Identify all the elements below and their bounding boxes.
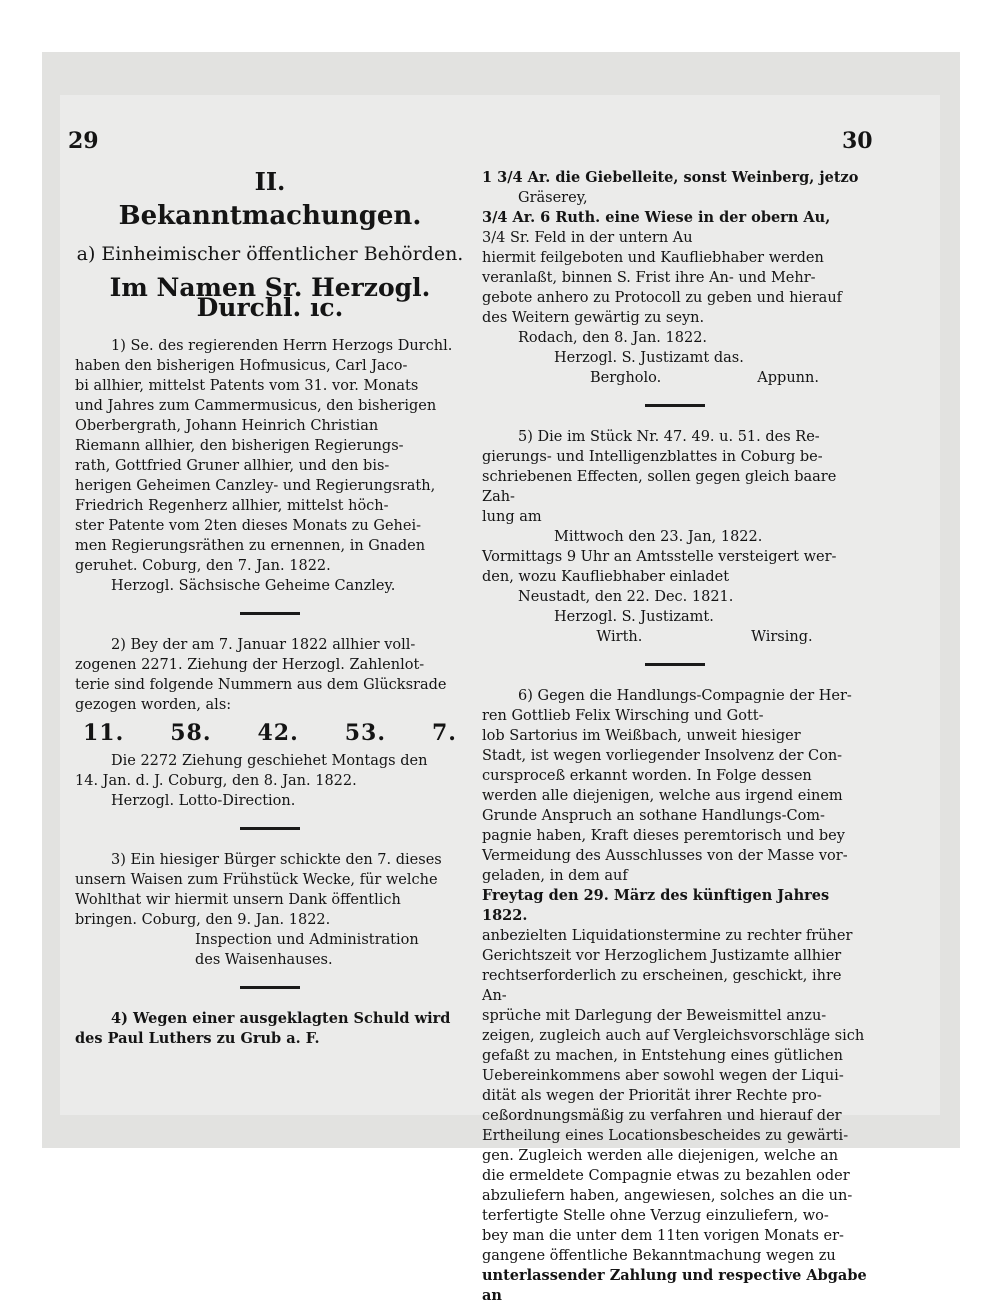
- section-number: II.: [254, 167, 286, 196]
- notice-1-line: Riemann allhier, den bisherigen Regierungs-: [75, 438, 404, 454]
- signature-name: Wirth.: [596, 629, 643, 645]
- notice-6-line: pagnie haben, Kraft dieses peremtorisch und bey: [482, 828, 845, 844]
- notice-6-line: gen. Zugleich werden alle diejenigen, welche an: [482, 1148, 839, 1164]
- notice-6-line: unterlassender Zahlung und respective Abgabe an: [482, 1267, 867, 1304]
- notice-6: [482, 686, 867, 1306]
- notice-6-line: die ermeldete Compagnie etwas zu bezahlen oder: [482, 1168, 850, 1184]
- notice-heading: Im Namen Sr. Herzogl. Durchl. ıc.: [109, 273, 431, 322]
- notice-6-line: Stadt, ist wegen vorliegender Insolvenz der Con-: [482, 748, 843, 764]
- notice-4-line: 4) Wegen einer ausgeklagten Schuld wird: [111, 1010, 451, 1027]
- notice-5: [482, 427, 867, 647]
- notice-5-line: Vormittags 9 Uhr an Amtsstelle versteigert wer-: [482, 549, 837, 565]
- notice-6-line: 6) Gegen die Handlungs-Compagnie der Her-: [518, 688, 852, 704]
- notice-6-line: gefaßt zu machen, in Entstehung eines gütlichen: [482, 1048, 843, 1064]
- signature-name: Appunn.: [757, 370, 819, 386]
- divider: [240, 827, 300, 830]
- notice-3-line: unsern Waisen zum Frühstück Wecke, für welche: [75, 872, 438, 888]
- divider: [240, 986, 300, 989]
- divider: [645, 663, 705, 666]
- continuation-line: gebote anhero zu Protocoll zu geben und hierauf: [482, 290, 843, 306]
- notice-6-line: zeigen, zugleich auch auf Vergleichsvorschläge sich: [482, 1028, 865, 1044]
- continuation-line: 1 3/4 Ar. die Giebelleite, sonst Weinberg, jetzo: [482, 169, 859, 186]
- page-number-right: 30: [842, 128, 873, 154]
- notice-5-date: Mittwoch den 23. Jan, 1822.: [554, 529, 763, 545]
- notice-3-line: 3) Ein hiesiger Bürger schickte den 7. dieses: [111, 852, 442, 868]
- notice-1-line: haben den bisherigen Hofmusicus, Carl Jaco-: [75, 358, 408, 374]
- divider: [240, 612, 300, 615]
- notice-6-line: geladen, in dem auf: [482, 868, 628, 884]
- notice-1-line: men Regierungsräthen zu ernennen, in Gnaden: [75, 538, 426, 554]
- notice-1-line: Friedrich Regenherz allhier, mittelst höch-: [75, 498, 389, 514]
- notice-5-line: den, wozu Kaufliebhaber einladet: [482, 569, 730, 585]
- section-subtitle: a) Einheimischer öffentlicher Behörden.: [76, 243, 464, 265]
- notice-6-line: Gerichtszeit vor Herzoglichem Justizamte allhier: [482, 948, 842, 964]
- notice-5-line: 5) Die im Stück Nr. 47. 49. u. 51. des Re-: [518, 429, 820, 445]
- notice-6-line: Ertheilung eines Locationsbescheides zu gewärti-: [482, 1128, 849, 1144]
- notice-6-line: lob Sartorius im Weißbach, unweit hiesiger: [482, 728, 801, 744]
- divider: [645, 404, 705, 407]
- continuation-line: hiermit feilgeboten und Kaufliebhaber werden: [482, 250, 824, 266]
- notice-6-line: werden alle diejenigen, welche aus irgend einem: [482, 788, 843, 804]
- notice-4-line: des Paul Luthers zu Grub a. F.: [75, 1030, 320, 1047]
- continuation-place: Rodach, den 8. Jan. 1822.: [518, 330, 708, 346]
- notice-4: [75, 1009, 465, 1049]
- notice-6-line: terfertigte Stelle ohne Verzug einzuliefern, wo-: [482, 1208, 829, 1224]
- notice-3-line: bringen. Coburg, den 9. Jan. 1822.: [75, 912, 331, 928]
- notice-5-line: gierungs- und Intelligenzblattes in Coburg be-: [482, 449, 823, 465]
- notice-1-line: rath, Gottfried Gruner allhier, und den bis-: [75, 458, 390, 474]
- notice-6-line: Uebereinkommens aber sowohl wegen der Liqui-: [482, 1068, 844, 1084]
- notice-6-line: cursproceß erkannt worden. In Folge dessen: [482, 768, 812, 784]
- continuation: [482, 168, 867, 388]
- lottery-number: 11.: [83, 720, 125, 746]
- continuation-line: Gräserey,: [518, 190, 588, 206]
- notice-2-line: terie sind folgende Nummern aus dem Glücksrade: [75, 677, 447, 693]
- continuation-signatures: [482, 368, 867, 388]
- page-number-left: 29: [68, 128, 99, 154]
- notice-3-line: Wohlthat wir hiermit unsern Dank öffentlich: [75, 892, 401, 908]
- notice-5-signatures: [482, 627, 867, 647]
- notice-2-signature: Herzogl. Lotto-Direction.: [111, 793, 296, 809]
- section-title: Bekanntmachungen.: [118, 201, 422, 231]
- notice-3-signature: Inspection und Administration: [195, 932, 419, 948]
- notice-2-line: zogenen 2271. Ziehung der Herzogl. Zahlenlot-: [75, 657, 425, 673]
- notice-6-line: ren Gottlieb Felix Wirsching und Gott-: [482, 708, 764, 724]
- notice-2-line: 14. Jan. d. J. Coburg, den 8. Jan. 1822.: [75, 773, 357, 789]
- notice-1-line: und Jahres zum Cammermusicus, den bisherigen: [75, 398, 437, 414]
- notice-6-date: Freytag den 29. März des künftigen Jahres 1822.: [482, 887, 830, 924]
- notice-6-line: gangene öffentliche Bekanntmachung wegen zu: [482, 1248, 836, 1264]
- left-column: [75, 168, 465, 1055]
- notice-1-line: herigen Geheimen Canzley- und Regierungsrath,: [75, 478, 436, 494]
- notice-5-office: Herzogl. S. Justizamt.: [554, 609, 714, 625]
- notice-6-line: sprüche mit Darlegung der Beweismittel anzu-: [482, 1008, 827, 1024]
- notice-2-line: Die 2272 Ziehung geschiehet Montags den: [111, 753, 428, 769]
- continuation-office: Herzogl. S. Justizamt das.: [554, 350, 744, 366]
- notice-1-line: bi allhier, mittelst Patents vom 31. vor. Monats: [75, 378, 419, 394]
- notice-2-line: 2) Bey der am 7. Januar 1822 allhier voll-: [111, 637, 416, 653]
- right-column: [482, 168, 867, 1312]
- continuation-line: 3/4 Sr. Feld in der untern Au: [482, 230, 693, 246]
- notice-5-place: Neustadt, den 22. Dec. 1821.: [518, 589, 734, 605]
- continuation-line: veranlaßt, binnen S. Frist ihre An- und Mehr-: [482, 270, 816, 286]
- notice-5-line: lung am: [482, 509, 542, 525]
- notice-6-line: rechtserforderlich zu erscheinen, geschickt, ihre An-: [482, 968, 842, 1004]
- notice-1-line: 1) Se. des regierenden Herrn Herzogs Durchl.: [111, 338, 453, 354]
- notice-6-line: bey man die unter dem 11ten vorigen Monats er-: [482, 1228, 844, 1244]
- lottery-numbers: [75, 715, 465, 751]
- notice-6-line: dität als wegen der Priorität ihrer Rechte pro-: [482, 1088, 822, 1104]
- notice-2-line: gezogen worden, als:: [75, 697, 232, 713]
- notice-6-line: abzuliefern haben, angewiesen, solches an die un-: [482, 1188, 853, 1204]
- lottery-number: 7.: [432, 720, 457, 746]
- notice-5-line: schriebenen Effecten, sollen gegen gleich baare Zah-: [482, 469, 837, 505]
- notice-6-line: ceßordnungsmäßig zu verfahren und hierauf der: [482, 1108, 842, 1124]
- notice-1: [75, 336, 465, 596]
- continuation-line: des Weitern gewärtig zu seyn.: [482, 310, 705, 326]
- notice-1-line: Oberbergrath, Johann Heinrich Christian: [75, 418, 379, 434]
- lottery-number: 53.: [344, 720, 387, 746]
- notice-1-line: geruhet. Coburg, den 7. Jan. 1822.: [75, 558, 331, 574]
- notice-6-line: Grunde Anspruch an sothane Handlungs-Com-: [482, 808, 825, 824]
- notice-3: [75, 850, 465, 970]
- lottery-number: 42.: [257, 720, 299, 746]
- signature-name: Bergholo.: [590, 370, 662, 386]
- notice-6-line: anbezielten Liquidationstermine zu rechter früher: [482, 928, 853, 944]
- continuation-line: 3/4 Ar. 6 Ruth. eine Wiese in der obern Au,: [482, 209, 831, 226]
- notice-1-line: ster Patente vom 2ten dieses Monats zu Gehei-: [75, 518, 421, 534]
- signature-name: Wirsing.: [751, 629, 813, 645]
- notice-3-signature: des Waisenhauses.: [195, 952, 333, 968]
- lottery-number: 58.: [170, 720, 212, 746]
- notice-6-line: Vermeidung des Ausschlusses von der Masse vor-: [482, 848, 848, 864]
- notice-2: [75, 635, 465, 811]
- notice-1-signature: Herzogl. Sächsische Geheime Canzley.: [111, 578, 396, 594]
